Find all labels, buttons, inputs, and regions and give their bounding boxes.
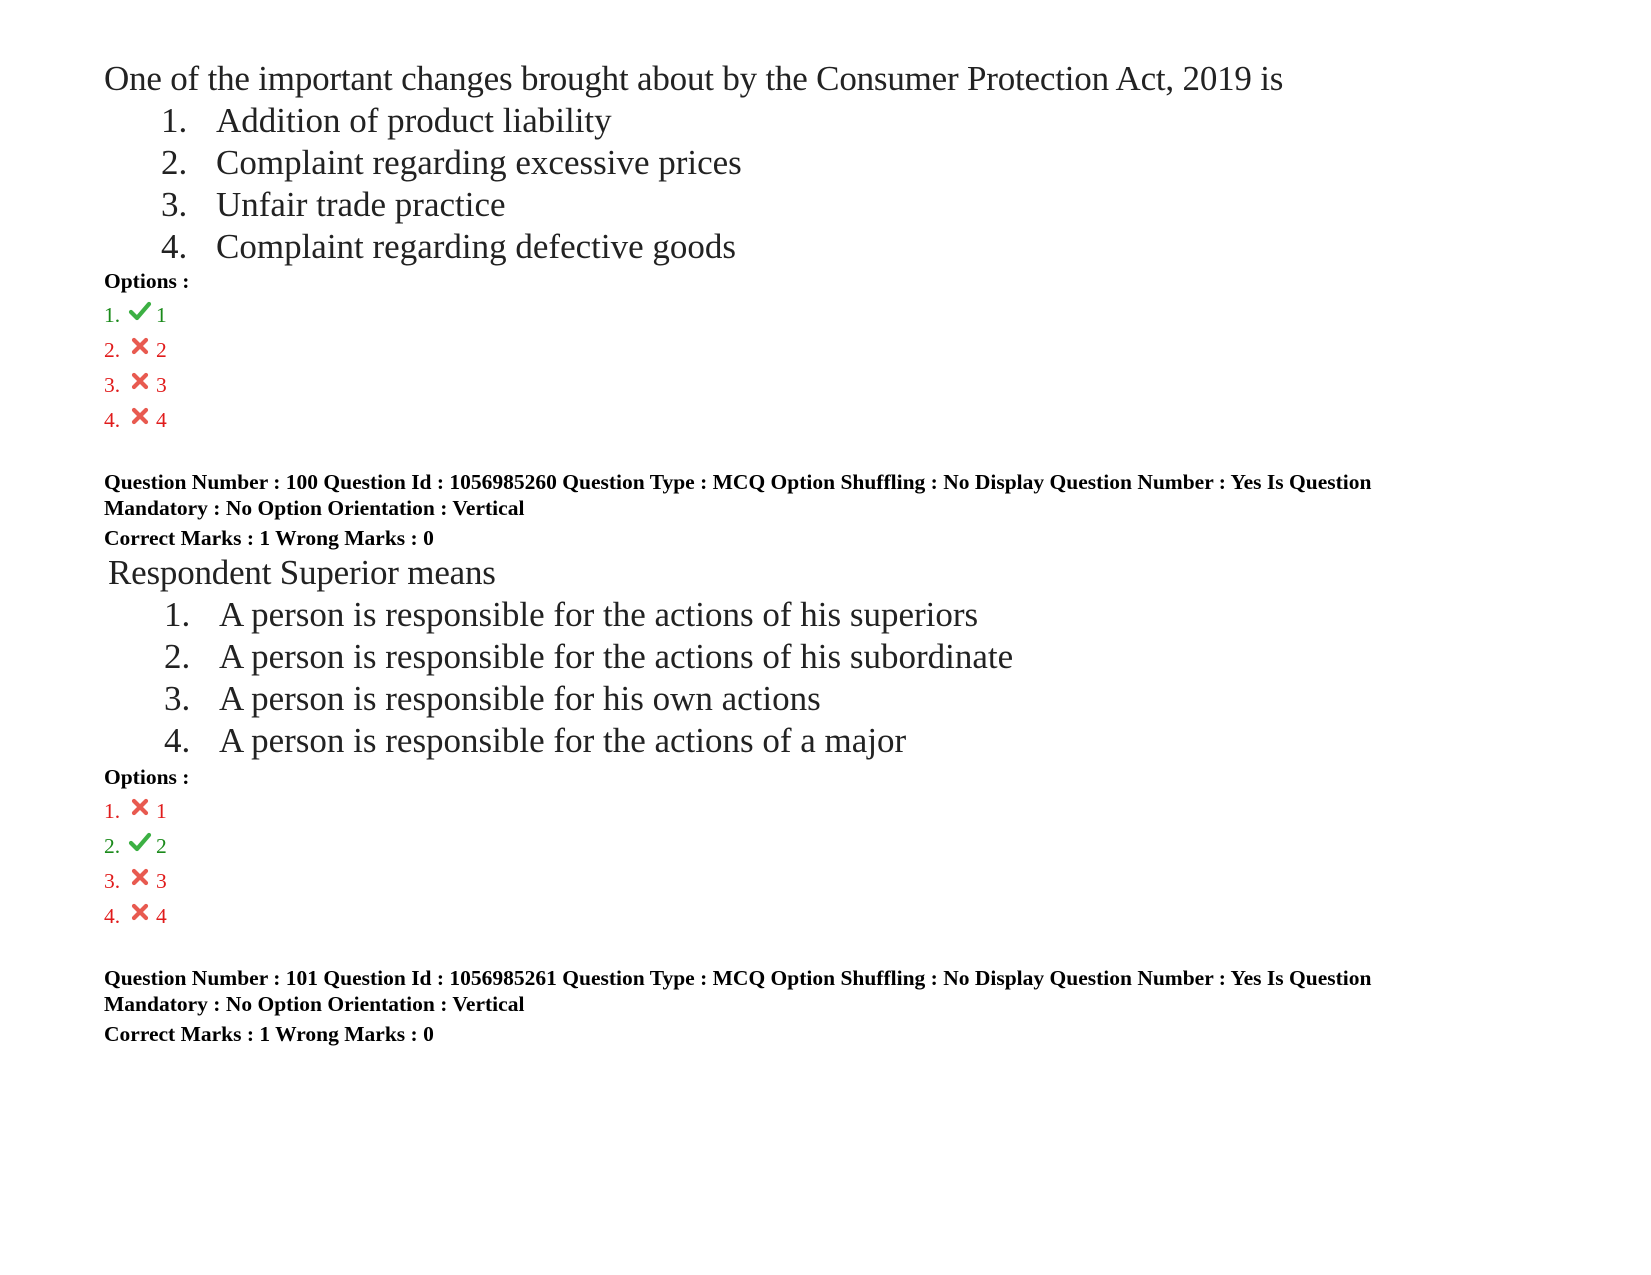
option-number: 1. [104, 799, 121, 823]
choice-number: 3. [164, 679, 191, 718]
choice-number: 3. [161, 185, 188, 224]
option-value: 4 [156, 408, 167, 432]
choice-number: 2. [164, 637, 191, 676]
cross-icon [128, 795, 152, 819]
options-list [104, 794, 1544, 934]
options-label: Options : [104, 269, 190, 293]
question-100-image [104, 552, 1544, 762]
option-value: 3 [156, 869, 167, 893]
option-value: 4 [156, 904, 167, 928]
choice-number: 4. [161, 227, 188, 266]
question-99-image [104, 58, 1544, 268]
options-label: Options : [104, 765, 190, 789]
cross-icon [128, 900, 152, 924]
question-marks: Correct Marks : 1 Wrong Marks : 0 [104, 526, 434, 550]
choice-item [164, 720, 1544, 762]
question-100-stem: Respondent Superior means [108, 553, 496, 592]
question-meta-line: Mandatory : No Option Orientation : Vertical [104, 992, 525, 1016]
cross-icon [128, 334, 152, 358]
question-100-options [104, 764, 1544, 934]
choice-item [161, 184, 1544, 226]
choice-text: Complaint regarding defective goods [216, 227, 736, 266]
options-list [104, 298, 1544, 438]
choice-text: A person is responsible for his own actions [219, 679, 821, 718]
choice-number: 2. [161, 143, 188, 182]
option-value: 2 [156, 338, 167, 362]
option-value: 3 [156, 373, 167, 397]
choice-number: 4. [164, 721, 191, 760]
option-item [104, 403, 1544, 438]
question-101-meta [104, 965, 1544, 1047]
option-number: 3. [104, 373, 121, 397]
choice-number: 1. [161, 101, 188, 140]
option-number: 2. [104, 338, 121, 362]
choice-item [164, 594, 1544, 636]
choice-item [161, 142, 1544, 184]
option-value: 1 [156, 799, 167, 823]
question-meta-line: Mandatory : No Option Orientation : Vertical [104, 496, 525, 520]
cross-icon [128, 369, 152, 393]
option-number: 4. [104, 904, 121, 928]
choice-number: 1. [164, 595, 191, 634]
cross-icon [128, 404, 152, 428]
choice-text: A person is responsible for the actions of a major [219, 721, 907, 760]
question-100-choices [164, 594, 1544, 762]
option-item [104, 829, 1544, 864]
question-meta-line: Question Number : 101 Question Id : 1056985261 Question Type : MCQ Option Shuffling : No Display Question Number : Yes Is Question [104, 966, 1372, 990]
option-item [104, 368, 1544, 403]
option-item [104, 794, 1544, 829]
question-99-choices [161, 100, 1544, 268]
choice-text: A person is responsible for the actions of his superiors [219, 595, 979, 634]
option-number: 4. [104, 408, 121, 432]
choice-item [164, 678, 1544, 720]
check-icon [128, 299, 152, 323]
option-item [104, 298, 1544, 333]
option-value: 1 [156, 303, 167, 327]
cross-icon [128, 865, 152, 889]
choice-text: Unfair trade practice [216, 185, 506, 224]
option-item [104, 333, 1544, 368]
option-value: 2 [156, 834, 167, 858]
question-99-stem: One of the important changes brought about by the Consumer Protection Act, 2019 is [104, 59, 1284, 98]
choice-item [164, 636, 1544, 678]
choice-item [161, 100, 1544, 142]
choice-text: Addition of product liability [216, 101, 612, 140]
option-number: 3. [104, 869, 121, 893]
question-100-meta [104, 469, 1544, 551]
choice-text: A person is responsible for the actions of his subordinate [219, 637, 1014, 676]
choice-item [161, 226, 1544, 268]
option-item [104, 864, 1544, 899]
question-marks: Correct Marks : 1 Wrong Marks : 0 [104, 1022, 434, 1046]
question-99-options [104, 268, 1544, 438]
option-item [104, 899, 1544, 934]
question-meta-line: Question Number : 100 Question Id : 1056985260 Question Type : MCQ Option Shuffling : No Display Question Number : Yes Is Question [104, 470, 1372, 494]
choice-text: Complaint regarding excessive prices [216, 143, 742, 182]
option-number: 2. [104, 834, 121, 858]
check-icon [128, 830, 152, 854]
option-number: 1. [104, 303, 121, 327]
